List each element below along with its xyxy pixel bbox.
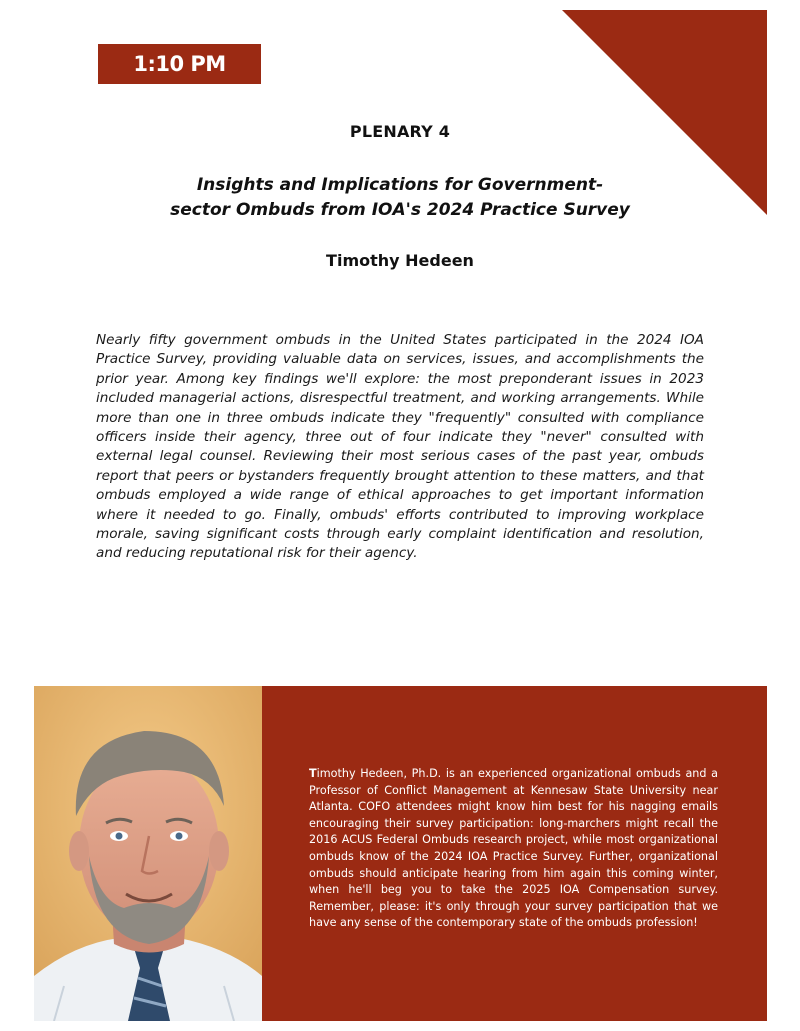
bio-body: imothy Hedeen, Ph.D. is an experienced organizational ombuds and a Professor of Conflict Management at Kennesaw State University near Atlanta. COFO attendees might know him best for his nagging emails encouraging their survey participation: long-marchers might recall the 2016 ACUS Federal Ombuds research project, while most organizational ombuds know of the 2024 IOA Practice Survey. Further, organizational ombuds should anticipate hearing from him again this coming winter, when he'll beg you to take the 2025 IOA Compensation survey. Remember, please: it's only through your survey participation that we have any sense of the contemporary state of the ombuds profession! <box>309 767 718 930</box>
speaker-bio-panel <box>34 686 767 1021</box>
session-time: 1:10 PM <box>133 52 226 76</box>
speaker-name: Timothy Hedeen <box>326 251 474 270</box>
talk-title <box>150 173 650 223</box>
bio-drop-cap: T <box>309 767 317 780</box>
session-label: PLENARY 4 <box>349 122 451 141</box>
time-badge <box>98 44 261 84</box>
talk-title-line-2: sector Ombuds from IOA's 2024 Practice Survey <box>170 200 630 220</box>
speaker-bio-text <box>309 766 718 932</box>
abstract-paragraph: Nearly fifty government ombuds in the United States participated in the 2024 IOA Practice Survey, providing valuable data on services, issues, and accomplishments the prior year. Among key findings we'll explore: the most preponderant issues in 2023 included managerial actions, disrespectful treatment, and working arrangements. While more than one in three ombuds indicate they "frequently" consulted with compliance officers inside their agency, three out of four indicate they "never" consulted with external legal counsel. Reviewing their most serious cases of the past year, ombuds report that peers or bystanders frequently brought attention to these matters, and that ombuds employed a wide range of ethical approaches to get important information where it needed to go. Finally, ombuds' efforts contributed to improving workplace morale, saving significant costs through early complaint identification and resolution, and reducing reputational risk for their agency. <box>96 332 704 562</box>
speaker-photo <box>34 686 262 1021</box>
talk-title-line-1: Insights and Implications for Government- <box>196 175 604 195</box>
